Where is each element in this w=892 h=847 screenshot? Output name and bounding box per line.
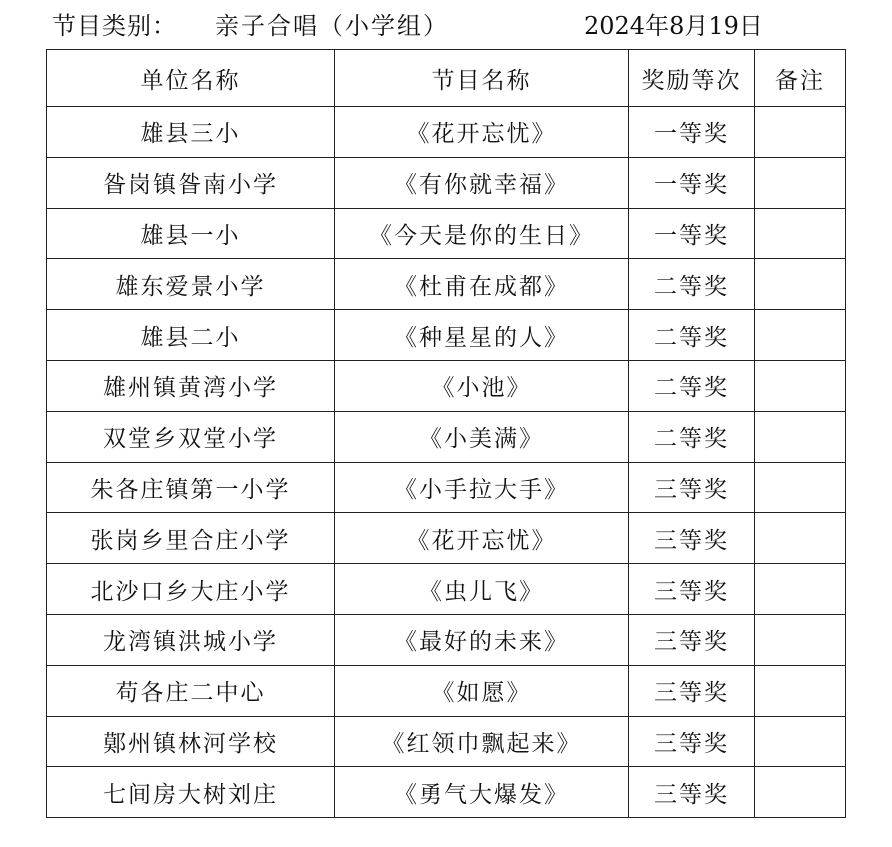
category-label: 节目类别：	[52, 12, 177, 40]
award-cell: 三等奖	[629, 513, 755, 564]
note-cell	[755, 513, 846, 564]
program-cell: 《如愿》	[335, 665, 629, 716]
award-cell: 二等奖	[629, 360, 755, 411]
unit-cell: 苟各庄二中心	[47, 665, 335, 716]
table-row	[47, 107, 846, 158]
column-header-unit: 单位名称	[47, 50, 335, 107]
program-cell: 《红领巾飘起来》	[335, 716, 629, 767]
unit-cell: 雄县一小	[47, 208, 335, 259]
note-cell	[755, 360, 846, 411]
note-cell	[755, 716, 846, 767]
program-cell: 《种星星的人》	[335, 310, 629, 361]
program-cell: 《小池》	[335, 360, 629, 411]
award-cell: 三等奖	[629, 665, 755, 716]
unit-cell: 雄东爱景小学	[47, 259, 335, 310]
document-header	[0, 0, 892, 48]
program-cell: 《虫儿飞》	[335, 564, 629, 615]
program-cell: 《有你就幸福》	[335, 157, 629, 208]
program-cell: 《勇气大爆发》	[335, 767, 629, 818]
award-cell: 一等奖	[629, 107, 755, 158]
unit-cell: 龙湾镇洪城小学	[47, 614, 335, 665]
table-row	[47, 259, 846, 310]
program-cell: 《今天是你的生日》	[335, 208, 629, 259]
unit-cell: 雄县二小	[47, 310, 335, 361]
award-cell: 一等奖	[629, 208, 755, 259]
award-cell: 三等奖	[629, 614, 755, 665]
table-header	[47, 50, 846, 107]
note-cell	[755, 157, 846, 208]
unit-cell: 昝岗镇昝南小学	[47, 157, 335, 208]
award-cell: 一等奖	[629, 157, 755, 208]
table-row	[47, 614, 846, 665]
table-row	[47, 462, 846, 513]
unit-cell: 雄县三小	[47, 107, 335, 158]
note-cell	[755, 107, 846, 158]
column-header-program: 节目名称	[335, 50, 629, 107]
category-value: 亲子合唱（小学组）	[215, 12, 449, 40]
unit-cell: 北沙口乡大庄小学	[47, 564, 335, 615]
note-cell	[755, 564, 846, 615]
award-cell: 三等奖	[629, 767, 755, 818]
note-cell	[755, 665, 846, 716]
table-row	[47, 665, 846, 716]
award-cell: 二等奖	[629, 310, 755, 361]
award-cell: 三等奖	[629, 462, 755, 513]
header-row	[47, 50, 846, 107]
table-row	[47, 157, 846, 208]
table-row	[47, 767, 846, 818]
unit-cell: 七间房大树刘庄	[47, 767, 335, 818]
results-table	[46, 49, 846, 818]
unit-cell: 雄州镇黄湾小学	[47, 360, 335, 411]
note-cell	[755, 310, 846, 361]
table-row	[47, 360, 846, 411]
program-cell: 《花开忘忧》	[335, 107, 629, 158]
column-header-note: 备注	[755, 50, 846, 107]
note-cell	[755, 259, 846, 310]
award-cell: 三等奖	[629, 716, 755, 767]
table-row	[47, 564, 846, 615]
table-row	[47, 310, 846, 361]
award-cell: 二等奖	[629, 411, 755, 462]
note-cell	[755, 208, 846, 259]
note-cell	[755, 462, 846, 513]
note-cell	[755, 767, 846, 818]
program-cell: 《杜甫在成都》	[335, 259, 629, 310]
table-row	[47, 513, 846, 564]
note-cell	[755, 614, 846, 665]
program-cell: 《最好的未来》	[335, 614, 629, 665]
award-cell: 三等奖	[629, 564, 755, 615]
unit-cell: 朱各庄镇第一小学	[47, 462, 335, 513]
table-row	[47, 716, 846, 767]
unit-cell: 张岗乡里合庄小学	[47, 513, 335, 564]
program-cell: 《小手拉大手》	[335, 462, 629, 513]
table-body	[47, 107, 846, 818]
table-row	[47, 411, 846, 462]
note-cell	[755, 411, 846, 462]
unit-cell: 双堂乡双堂小学	[47, 411, 335, 462]
table-row	[47, 208, 846, 259]
unit-cell: 鄚州镇林河学校	[47, 716, 335, 767]
program-cell: 《花开忘忧》	[335, 513, 629, 564]
document-date: 2024年8月19日	[584, 12, 763, 40]
award-cell: 二等奖	[629, 259, 755, 310]
column-header-award: 奖励等次	[629, 50, 755, 107]
program-cell: 《小美满》	[335, 411, 629, 462]
